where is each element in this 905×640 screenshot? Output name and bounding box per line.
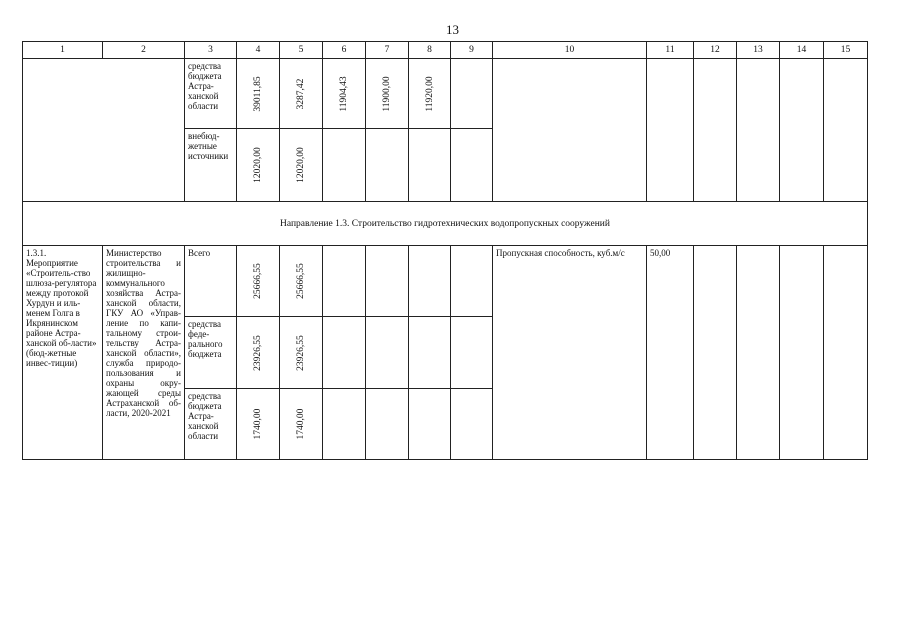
empty-cell [694, 246, 737, 460]
empty-cell [323, 389, 366, 460]
funding-source-cell: средства феде-рального бюджета [185, 317, 237, 389]
column-header: 9 [451, 42, 493, 59]
budget-table [22, 41, 868, 460]
empty-cell [366, 246, 409, 317]
empty-cell [824, 59, 868, 202]
column-header: 13 [737, 42, 780, 59]
empty-cell [323, 317, 366, 389]
value-cell: 11900,00 [366, 59, 409, 129]
empty-cell [780, 246, 824, 460]
column-header: 15 [824, 42, 868, 59]
value-cell: 25666,55 [280, 246, 323, 317]
measure-cell: 1.3.1. Мероприятие «Строитель-ство шлюза-регулятора между протокой Хурдун и иль-менем Голга в Икрянинском районе Астра-ханской об-ласти» (бюд-жетные инвес-тиции) [23, 246, 103, 460]
value-cell: 11920,00 [409, 59, 451, 129]
column-header: 6 [323, 42, 366, 59]
column-header: 3 [185, 42, 237, 59]
empty-cell [737, 246, 780, 460]
empty-cell [647, 59, 694, 202]
value-cell: 1740,00 [280, 389, 323, 460]
column-header: 10 [493, 42, 647, 59]
funding-source-cell: внебюд-жетные источники [185, 129, 237, 202]
page-number: 13 [446, 22, 459, 37]
value-cell: 12020,00 [280, 129, 323, 202]
empty-cell [23, 59, 185, 202]
empty-cell [694, 59, 737, 202]
column-header: 12 [694, 42, 737, 59]
empty-cell [493, 59, 647, 202]
empty-cell [451, 59, 493, 129]
column-number-row [23, 42, 868, 59]
empty-cell [737, 59, 780, 202]
column-header: 8 [409, 42, 451, 59]
empty-cell [366, 129, 409, 202]
executor-cell: Министерство строительства и жилищно-коммунального хозяйства Астра-ханской области, ГКУ АО «Управ-ление по капи-тальному строи-тельству Астра-ханской области», служба природо-пользования и охраны окру-жающей среды Астраханской об-ласти, 2020-2021 [103, 246, 185, 460]
empty-cell [366, 317, 409, 389]
table-row [23, 59, 868, 129]
value-cell: 1740,00 [237, 389, 280, 460]
empty-cell [451, 389, 493, 460]
empty-cell [451, 129, 493, 202]
empty-cell [323, 246, 366, 317]
indicator-cell: Пропускная способность, куб.м/с [493, 246, 647, 460]
empty-cell [451, 317, 493, 389]
column-header: 2 [103, 42, 185, 59]
funding-source-cell: средства бюджета Астра-ханской области [185, 389, 237, 460]
column-header: 14 [780, 42, 824, 59]
empty-cell [409, 389, 451, 460]
funding-source-cell: Всего [185, 246, 237, 317]
column-header: 4 [237, 42, 280, 59]
empty-cell [451, 246, 493, 317]
value-cell: 25666,55 [237, 246, 280, 317]
indicator-value-cell: 50,00 [647, 246, 694, 460]
column-header: 5 [280, 42, 323, 59]
empty-cell [824, 246, 868, 460]
empty-cell [780, 59, 824, 202]
value-cell: 39011,85 [237, 59, 280, 129]
value-cell: 11904,43 [323, 59, 366, 129]
column-header: 11 [647, 42, 694, 59]
value-cell: 23926,55 [280, 317, 323, 389]
empty-cell [323, 129, 366, 202]
value-cell: 12020,00 [237, 129, 280, 202]
empty-cell [409, 246, 451, 317]
value-cell: 23926,55 [237, 317, 280, 389]
empty-cell [409, 317, 451, 389]
section-row [23, 202, 868, 246]
column-header: 1 [23, 42, 103, 59]
funding-source-cell: средства бюджета Астра-ханской области [185, 59, 237, 129]
value-cell: 3287,42 [280, 59, 323, 129]
empty-cell [366, 389, 409, 460]
table-row [23, 246, 868, 317]
section-title: Направление 1.3. Строительство гидротехнических водопропускных сооружений [23, 202, 868, 246]
column-header: 7 [366, 42, 409, 59]
empty-cell [409, 129, 451, 202]
